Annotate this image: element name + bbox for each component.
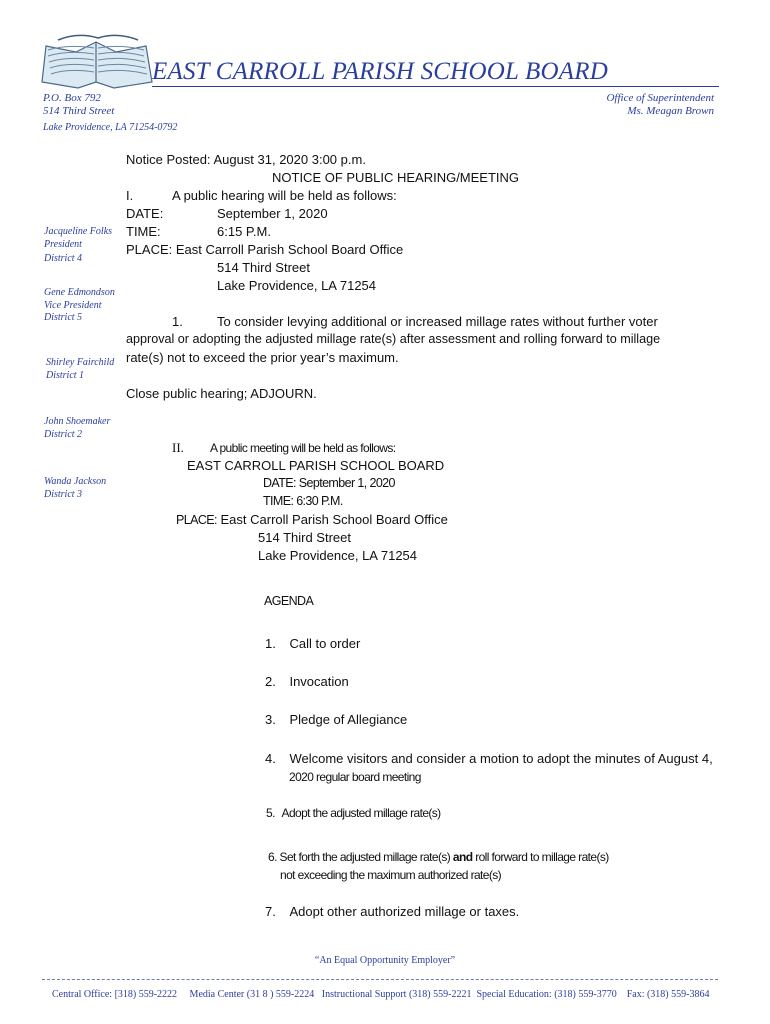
hearing-close: Close public hearing; ADJOURN. [126,386,317,401]
agenda-item-number: 1. [265,636,276,651]
hearing-item-line1: To consider levying additional or increased millage rates without further voter [217,314,658,329]
hearing-time-value: 6:15 P.M. [217,224,271,239]
hearing-place-label: PLACE: [126,242,173,257]
hearing-place-value: East Carroll Parish School Board Office [175,242,404,257]
footer-rule [42,979,718,980]
agenda-item-continuation: 2020 regular board meeting [289,770,421,784]
member-name: Jacqueline Folks [44,226,113,237]
member-name: Gene Edmondson [44,287,115,298]
hearing-time-label: TIME: [126,224,161,239]
member-district: District 2 [44,428,83,440]
agenda-item-number: 6. [268,850,277,864]
hearing-item-line3: rate(s) not to exceed the prior year’s maximum. [126,350,399,365]
member-name: Shirley Fairchild [46,357,115,368]
agenda-item-continuation: not exceeding the maximum authorized rate(s) [280,868,502,882]
agenda-item-text: Call to order [289,636,361,651]
agenda-item [268,850,609,864]
board-name: EAST CARROLL PARISH SCHOOL BOARD [152,58,608,85]
agenda-item-text: Welcome visitors and consider a motion to adopt the minutes of August 4, [289,751,713,766]
agenda-item [265,712,407,727]
hearing-numeral: I. [126,188,134,203]
meeting-place-value: East Carroll Parish School Board Office [220,512,448,527]
meeting-numeral: II. [172,440,184,455]
agenda-title: AGENDA [264,594,314,608]
agenda-item [265,636,360,651]
meeting-place-label: PLACE: [176,513,217,527]
address-line2: 514 Third Street [43,105,115,117]
header-rule [152,86,719,87]
agenda-item [266,806,441,820]
address-line1: P.O. Box 792 [43,92,101,104]
member-wanda-jackson [44,476,106,501]
hearing-intro: A public hearing will be held as follows: [172,188,397,203]
meeting-date: DATE: September 1, 2020 [263,476,395,490]
address-line3: Lake Providence, LA 71254-0792 [43,122,178,133]
agenda-item-text: Adopt the adjusted millage rate(s) [281,806,441,820]
member-gene-edmondson [44,287,115,325]
office-block [606,92,714,118]
footer-contacts: Central Office: [318) 559-2222 Media Center (31 8 ) 559-2224 Instructional Support (318) 559-2221 Special Education: (318) 559-3770 Fax: (318) 559-3864 [52,989,710,1000]
meeting-street: 514 Third Street [258,530,351,545]
agenda-item-text: Pledge of Allegiance [289,712,408,727]
hearing-date-value: September 1, 2020 [217,206,328,221]
agenda-item [265,674,349,689]
member-name: John Shoemaker [44,416,111,427]
logo [38,32,156,90]
member-title: Vice President [44,299,102,311]
meeting-place [176,512,448,527]
hearing-place [126,242,403,257]
agenda-item [265,751,713,766]
member-jacqueline-folks [44,226,112,266]
agenda-item-number: 3. [265,712,276,727]
office-line1: Office of Superintendent [606,92,714,104]
meeting-org: EAST CARROLL PARISH SCHOOL BOARD [187,458,445,473]
agenda-item [265,904,519,919]
footer-motto: “An Equal Opportunity Employer” [314,955,456,966]
hearing-item-number: 1. [172,314,183,329]
agenda-item-number: 5. [266,806,275,820]
agenda-item-number: 4. [265,751,276,766]
hearing-street: 514 Third Street [217,260,310,275]
agenda-item-text: Adopt other authorized millage or taxes. [289,904,520,919]
agenda-item-emphasis: and [452,850,473,864]
member-john-shoemaker [44,416,110,441]
member-name: Wanda Jackson [44,476,107,487]
meeting-city: Lake Providence, LA 71254 [258,548,418,563]
hearing-date-label: DATE: [126,206,164,221]
member-district: District 1 [46,369,85,381]
member-shirley-fairchild [46,357,114,382]
meeting-time: TIME: 6:30 P.M. [263,494,343,508]
notice-heading: NOTICE OF PUBLIC HEARING/MEETING [272,170,520,185]
member-district: District 4 [44,253,83,264]
agenda-item-text: Set forth the adjusted millage rate(s) [279,850,451,864]
office-line2: Ms. Meagan Brown [627,105,714,117]
member-district: District 5 [44,312,83,323]
open-book-icon [38,32,156,90]
member-title: President [44,238,82,250]
agenda-item-number: 2. [265,674,276,689]
hearing-city: Lake Providence, LA 71254 [217,278,377,293]
notice-posted: Notice Posted: August 31, 2020 3:00 p.m. [126,152,366,167]
hearing-item-line2: approval or adopting the adjusted millage rate(s) after assessment and rolling forward to millage [126,332,661,346]
agenda-item-text: Invocation [289,674,349,689]
address-block [43,92,177,134]
agenda-item-text: roll forward to millage rate(s) [475,850,609,864]
meeting-intro: A public meeting will be held as follows: [210,441,396,455]
agenda-item-number: 7. [265,904,276,919]
member-district: District 3 [44,488,83,500]
